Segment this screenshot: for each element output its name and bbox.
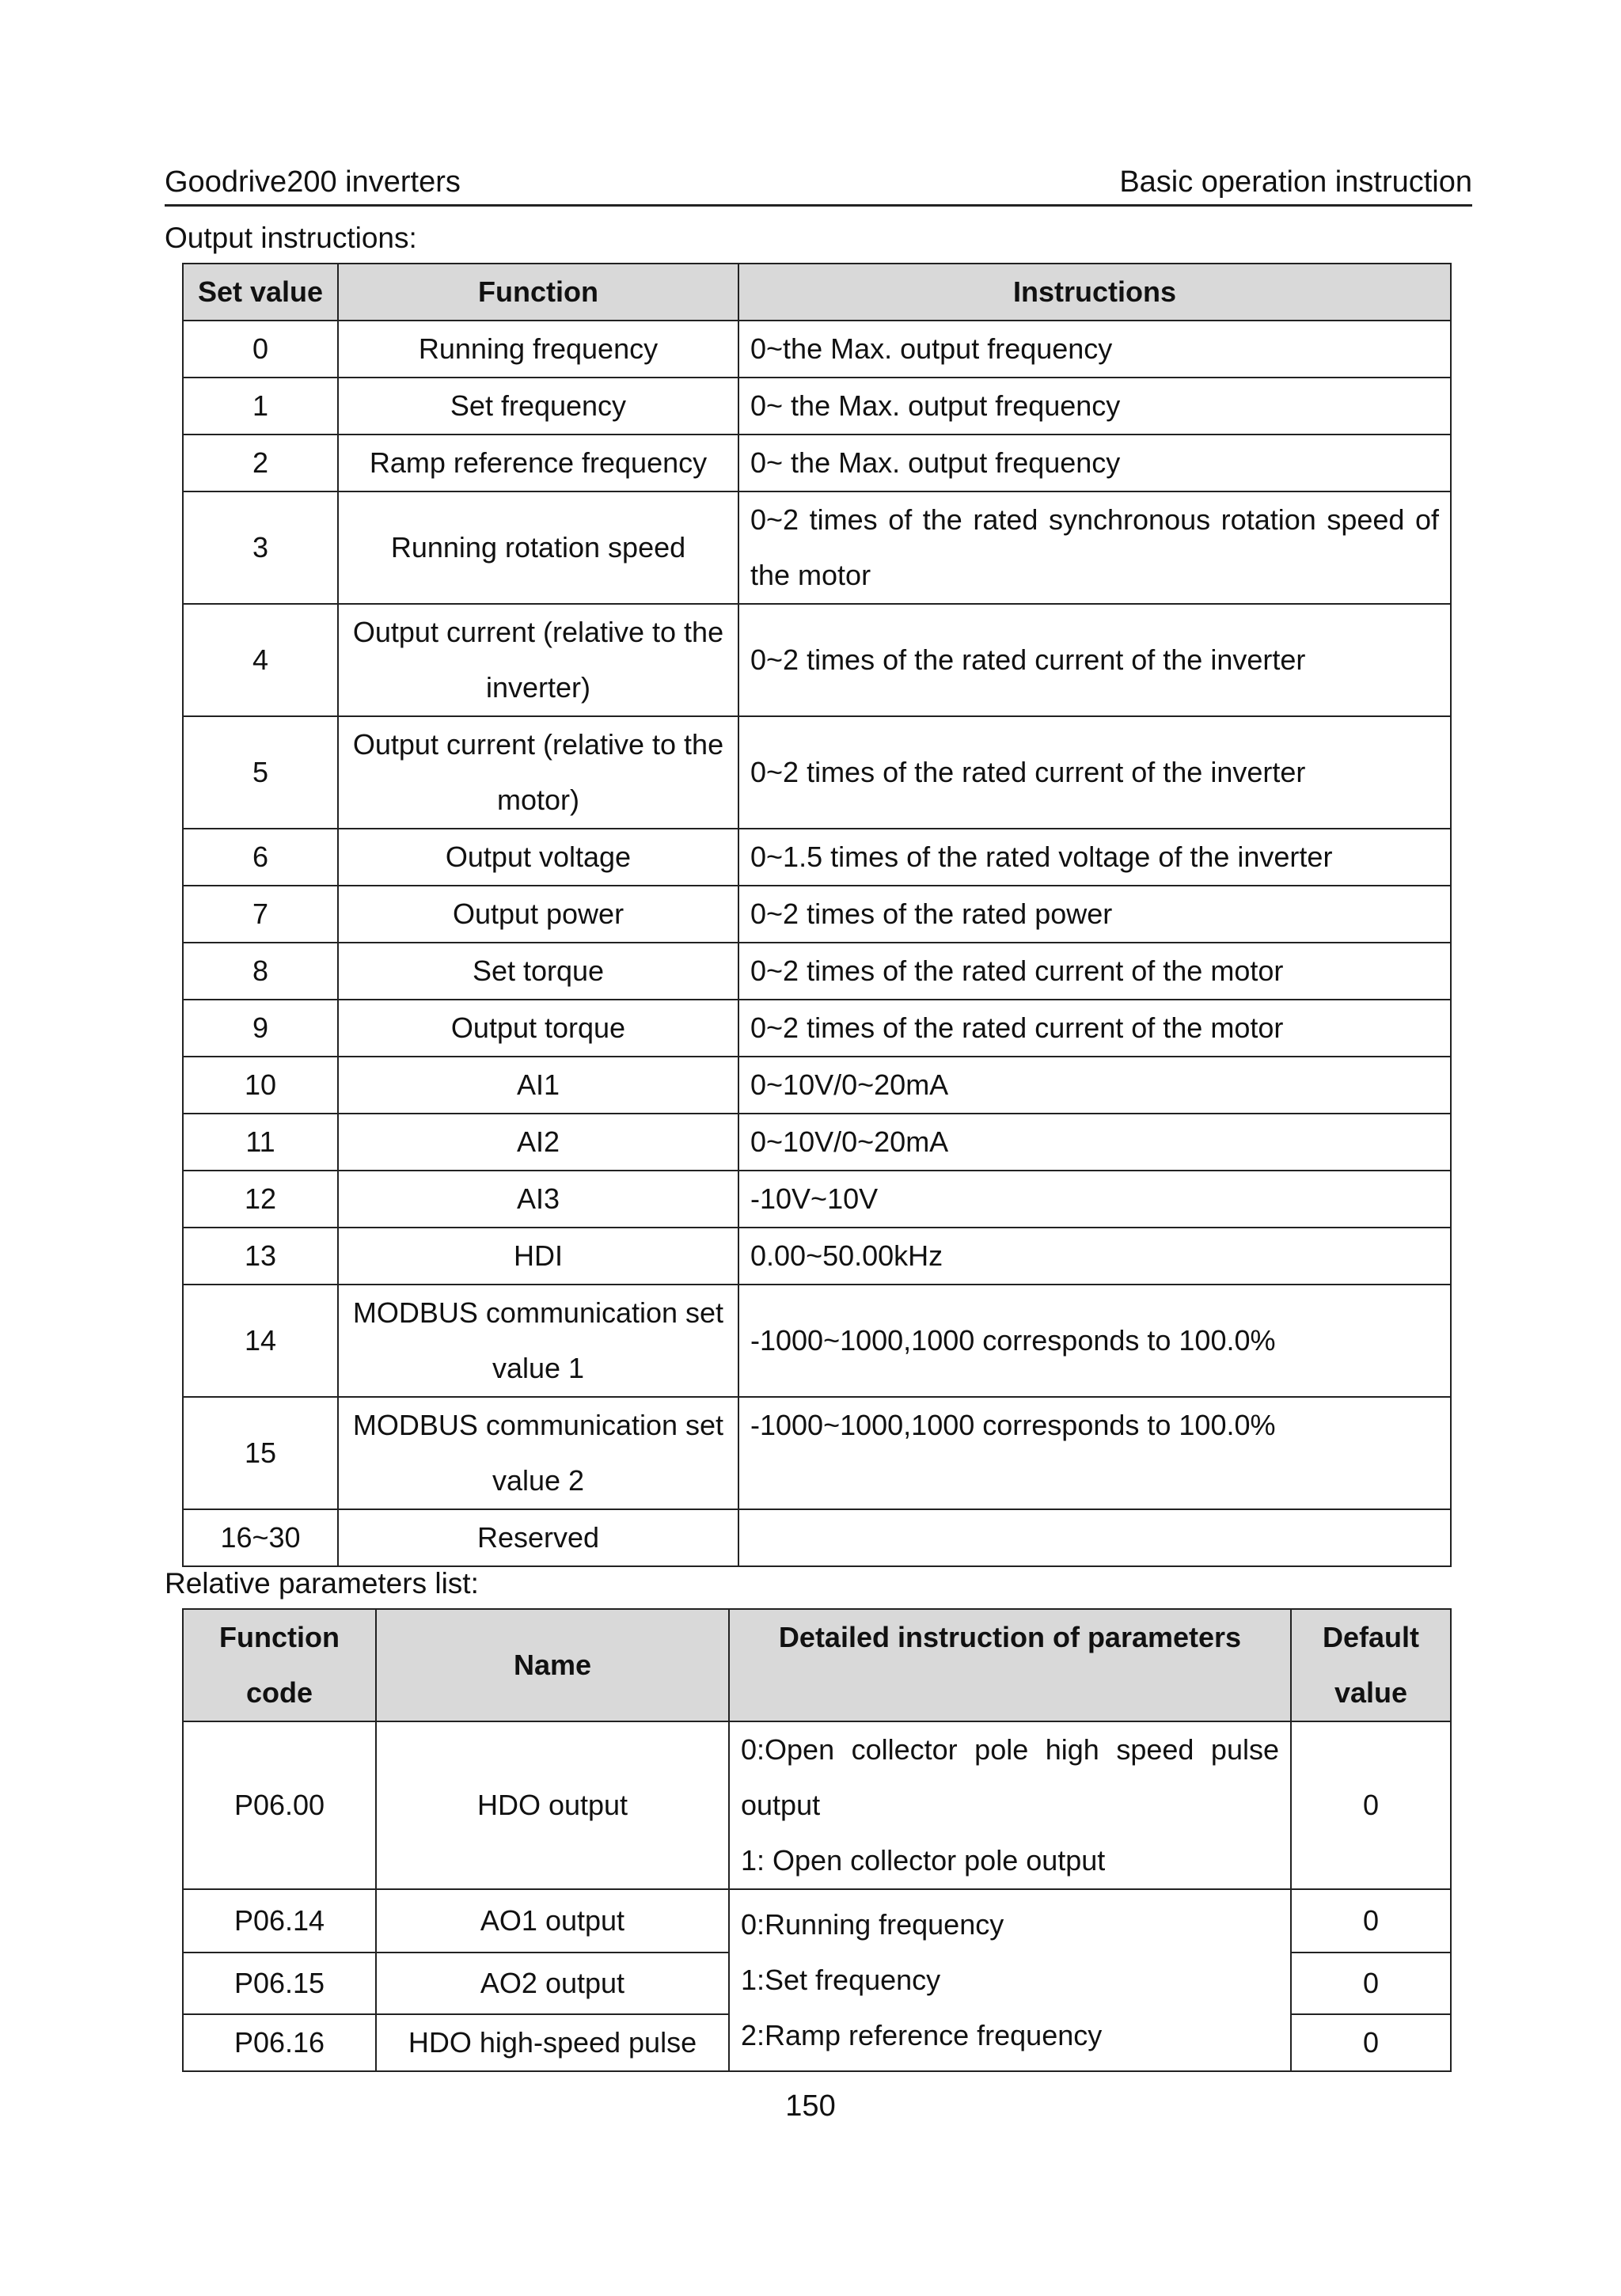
table-row xyxy=(183,1721,1451,1889)
function-cell: Output voltage xyxy=(338,829,738,886)
table-header-row xyxy=(183,1609,1451,1721)
instructions-cell: 0~ the Max. output frequency xyxy=(738,378,1451,435)
set-value-cell: 13 xyxy=(183,1228,338,1285)
header-left: Goodrive200 inverters xyxy=(165,165,461,199)
default-value: 0 xyxy=(1291,1953,1451,2014)
detail-line: 0:Open collector pole high speed pulse output xyxy=(741,1733,1279,1821)
page-number: 150 xyxy=(785,2089,836,2123)
table-row xyxy=(183,1114,1451,1171)
column-header: Detailed instruction of parameters xyxy=(729,1609,1291,1721)
table-row xyxy=(183,716,1451,829)
function-code: P06.00 xyxy=(183,1721,376,1889)
set-value-cell: 9 xyxy=(183,1000,338,1057)
relative-parameters-caption: Relative parameters list: xyxy=(165,1567,479,1600)
parameter-name: AO1 output xyxy=(376,1889,729,1953)
instructions-cell: 0~2 times of the rated current of the inverter xyxy=(738,716,1451,829)
shared-parameter-detail xyxy=(729,1889,1291,2071)
column-header: Function code xyxy=(183,1609,376,1721)
instructions-cell: -1000~1000,1000 corresponds to 100.0% xyxy=(738,1285,1451,1397)
default-value: 0 xyxy=(1291,1721,1451,1889)
table-header-row xyxy=(183,264,1451,321)
output-instructions-caption: Output instructions: xyxy=(165,222,417,254)
table-row xyxy=(183,1285,1451,1397)
function-cell: Output torque xyxy=(338,1000,738,1057)
column-header: Name xyxy=(376,1609,729,1721)
function-cell: Set frequency xyxy=(338,378,738,435)
detail-line: 0:Running frequency xyxy=(741,1908,1004,1941)
table-row xyxy=(183,491,1451,604)
page-header xyxy=(165,165,1472,207)
instructions-cell: 0~ the Max. output frequency xyxy=(738,435,1451,491)
instructions-cell: 0.00~50.00kHz xyxy=(738,1228,1451,1285)
table-row xyxy=(183,829,1451,886)
set-value-cell: 3 xyxy=(183,491,338,604)
set-value-cell: 8 xyxy=(183,943,338,1000)
function-code: P06.15 xyxy=(183,1953,376,2014)
instructions-cell: 0~2 times of the rated power xyxy=(738,886,1451,943)
instructions-cell: 0~10V/0~20mA xyxy=(738,1057,1451,1114)
parameter-detail xyxy=(729,1721,1291,1889)
table-row xyxy=(183,1000,1451,1057)
set-value-cell: 7 xyxy=(183,886,338,943)
function-cell: Running frequency xyxy=(338,321,738,378)
table-row xyxy=(183,1509,1451,1566)
table-row xyxy=(183,886,1451,943)
set-value-cell: 4 xyxy=(183,604,338,716)
function-cell: AI1 xyxy=(338,1057,738,1114)
set-value-cell: 5 xyxy=(183,716,338,829)
parameter-name: AO2 output xyxy=(376,1953,729,2014)
function-cell: Ramp reference frequency xyxy=(338,435,738,491)
function-cell: Set torque xyxy=(338,943,738,1000)
table-row xyxy=(183,1057,1451,1114)
column-header: Instructions xyxy=(738,264,1451,321)
function-cell: HDI xyxy=(338,1228,738,1285)
column-header: Function xyxy=(338,264,738,321)
table-row xyxy=(183,321,1451,378)
function-cell: MODBUS communication set value 1 xyxy=(338,1285,738,1397)
instructions-cell: -10V~10V xyxy=(738,1171,1451,1228)
instructions-cell: 0~2 times of the rated current of the inverter xyxy=(738,604,1451,716)
table-row xyxy=(183,1171,1451,1228)
default-value: 0 xyxy=(1291,2014,1451,2071)
instructions-cell: 0~the Max. output frequency xyxy=(738,321,1451,378)
table-row xyxy=(183,1397,1451,1509)
instructions-cell: 0~2 times of the rated current of the motor xyxy=(738,943,1451,1000)
default-value: 0 xyxy=(1291,1889,1451,1953)
function-cell: Output current (relative to the inverter) xyxy=(338,604,738,716)
table-row xyxy=(183,604,1451,716)
set-value-cell: 11 xyxy=(183,1114,338,1171)
instructions-cell xyxy=(738,1509,1451,1566)
instructions-cell: 0~2 times of the rated current of the motor xyxy=(738,1000,1451,1057)
table-row xyxy=(183,435,1451,491)
set-value-cell: 14 xyxy=(183,1285,338,1397)
set-value-cell: 2 xyxy=(183,435,338,491)
output-instructions-table xyxy=(182,263,1452,1567)
column-header: Default value xyxy=(1291,1609,1451,1721)
detail-line: 1:Set frequency xyxy=(741,1964,941,1996)
table-row xyxy=(183,943,1451,1000)
column-header: Set value xyxy=(183,264,338,321)
detail-line: 2:Ramp reference frequency xyxy=(741,2019,1103,2051)
function-cell: AI2 xyxy=(338,1114,738,1171)
function-code: P06.16 xyxy=(183,2014,376,2071)
instructions-cell: 0~2 times of the rated synchronous rotation speed of the motor xyxy=(738,491,1451,604)
instructions-cell: 0~1.5 times of the rated voltage of the inverter xyxy=(738,829,1451,886)
function-cell: Output power xyxy=(338,886,738,943)
set-value-cell: 6 xyxy=(183,829,338,886)
table-row xyxy=(183,1228,1451,1285)
function-cell: MODBUS communication set value 2 xyxy=(338,1397,738,1509)
set-value-cell: 16~30 xyxy=(183,1509,338,1566)
relative-parameters-table xyxy=(182,1608,1452,2072)
detail-line: 1: Open collector pole output xyxy=(741,1844,1106,1877)
table-row xyxy=(183,1889,1451,1953)
function-cell: Reserved xyxy=(338,1509,738,1566)
function-cell: Running rotation speed xyxy=(338,491,738,604)
instructions-cell: 0~10V/0~20mA xyxy=(738,1114,1451,1171)
parameter-name: HDO high-speed pulse xyxy=(376,2014,729,2071)
set-value-cell: 0 xyxy=(183,321,338,378)
function-cell: Output current (relative to the motor) xyxy=(338,716,738,829)
function-cell: AI3 xyxy=(338,1171,738,1228)
table-row xyxy=(183,378,1451,435)
parameter-name: HDO output xyxy=(376,1721,729,1889)
set-value-cell: 15 xyxy=(183,1397,338,1509)
header-right: Basic operation instruction xyxy=(1119,165,1472,199)
set-value-cell: 1 xyxy=(183,378,338,435)
instructions-cell: -1000~1000,1000 corresponds to 100.0% xyxy=(738,1397,1451,1509)
function-code: P06.14 xyxy=(183,1889,376,1953)
set-value-cell: 10 xyxy=(183,1057,338,1114)
set-value-cell: 12 xyxy=(183,1171,338,1228)
